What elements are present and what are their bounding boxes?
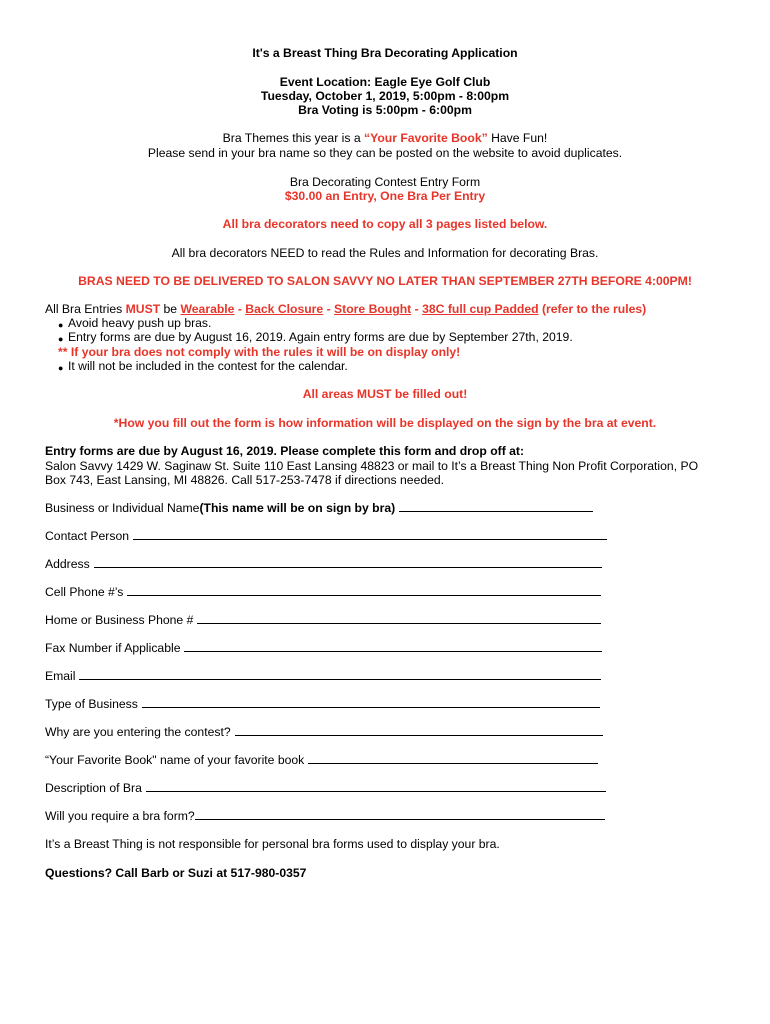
theme-suffix: Have Fun! [487, 131, 548, 145]
theme-line [0, 131, 770, 146]
address-label: Address [45, 557, 90, 571]
page-title: It's a Breast Thing Bra Decorating Application [252, 46, 518, 60]
contact-field [45, 529, 607, 544]
bullet-icon: ● [58, 320, 64, 330]
business-type-field [45, 697, 600, 712]
cell-phone-label: Cell Phone #’s [45, 585, 124, 599]
book-label: “Your Favorite Book" name of your favorite book [45, 753, 305, 767]
address-line-1: Salon Savvy 1429 W. Saginaw St. Suite 110 East Lansing 48823 or mail to It’s a Breast Thing Non Profit Corporation, PO [45, 459, 699, 473]
entry-form-heading: Bra Decorating Contest Entry Form [289, 175, 481, 189]
cell-phone-input[interactable] [127, 585, 601, 596]
cell-phone-field [45, 585, 601, 600]
why-field [45, 725, 603, 740]
req-sep-3: - [411, 302, 423, 316]
bra-form-label: Will you require a bra form? [45, 809, 195, 823]
event-location: Event Location: Eagle Eye Golf Club [279, 75, 491, 89]
business-type-input[interactable] [142, 697, 600, 708]
theme-name: “Your Favorite Book” [364, 131, 488, 145]
due-heading: Entry forms are due by August 16, 2019. Please complete this form and drop off at: [45, 444, 525, 458]
book-input[interactable] [308, 753, 598, 764]
bullet-2: Entry forms are due by August 16, 2019. Again entry forms are due by September 27th, 2019. [68, 330, 573, 344]
req-back-closure: Back Closure [245, 302, 324, 316]
voting-time: Bra Voting is 5:00pm - 6:00pm [298, 103, 472, 117]
requirements-line [45, 302, 646, 317]
email-field [45, 669, 601, 684]
business-name-label: Business or Individual Name [45, 501, 200, 515]
fax-label: Fax Number if Applicable [45, 641, 181, 655]
req-prefix: All Bra Entries [45, 302, 126, 316]
all-areas-notice: All areas MUST be filled out! [302, 387, 468, 401]
book-field [45, 753, 598, 768]
req-sep-2: - [323, 302, 335, 316]
req-cup: 38C full cup Padded [422, 302, 539, 316]
email-label: Email [45, 669, 76, 683]
email-input[interactable] [79, 669, 601, 680]
why-label: Why are you entering the contest? [45, 725, 231, 739]
business-name-input[interactable] [399, 501, 593, 512]
event-date: Tuesday, October 1, 2019, 5:00pm - 8:00pm [260, 89, 510, 103]
home-phone-label: Home or Business Phone # [45, 613, 194, 627]
bullet-icon: ● [58, 363, 64, 373]
home-phone-input[interactable] [197, 613, 601, 624]
bra-form-input[interactable] [195, 809, 605, 820]
sign-notice: *How you fill out the form is how information will be displayed on the sign by the bra at event. [113, 416, 657, 430]
contact-input[interactable] [133, 529, 607, 540]
theme-prefix: Bra Themes this year is a [222, 131, 364, 145]
bullet-3: It will not be included in the contest for the calendar. [68, 359, 348, 373]
questions-contact: Questions? Call Barb or Suzi at 517-980-0357 [45, 866, 307, 880]
compliance-warning: ** If your bra does not comply with the rules it will be on display only! [58, 345, 461, 359]
req-wearable: Wearable [180, 302, 235, 316]
address-line-2: Box 743, East Lansing, MI 48826. Call 517-253-7478 if directions needed. [45, 473, 445, 487]
bullet-1: Avoid heavy push up bras. [68, 316, 212, 330]
business-name-note: (This name will be on sign by bra) [199, 501, 396, 515]
why-input[interactable] [235, 725, 603, 736]
home-phone-field [45, 613, 601, 628]
disclaimer: It’s a Breast Thing is not responsible for personal bra forms used to display your bra. [45, 837, 500, 851]
contact-label: Contact Person [45, 529, 130, 543]
theme-note: Please send in your bra name so they can be posted on the website to avoid duplicates. [147, 146, 623, 160]
req-must: MUST [125, 302, 161, 316]
description-label: Description of Bra [45, 781, 142, 795]
req-refer: (refer to the rules) [538, 302, 647, 316]
description-field [45, 781, 606, 796]
fax-field [45, 641, 602, 656]
business-name-field [45, 501, 593, 516]
description-input[interactable] [146, 781, 606, 792]
address-input[interactable] [94, 557, 602, 568]
req-store-bought: Store Bought [334, 302, 412, 316]
bullet-icon: ● [58, 334, 64, 344]
bra-form-field [45, 809, 605, 824]
read-notice: All bra decorators NEED to read the Rules and Information for decorating Bras. [171, 246, 599, 260]
entry-price: $30.00 an Entry, One Bra Per Entry [284, 189, 486, 203]
address-field [45, 557, 602, 572]
delivery-notice: BRAS NEED TO BE DELIVERED TO SALON SAVVY NO LATER THAN SEPTEMBER 27TH BEFORE 4:00PM! [78, 274, 692, 288]
business-type-label: Type of Business [45, 697, 138, 711]
fax-input[interactable] [184, 641, 602, 652]
req-be: be [160, 302, 181, 316]
req-sep-1: - [234, 302, 246, 316]
copy-notice: All bra decorators need to copy all 3 pages listed below. [222, 217, 548, 231]
